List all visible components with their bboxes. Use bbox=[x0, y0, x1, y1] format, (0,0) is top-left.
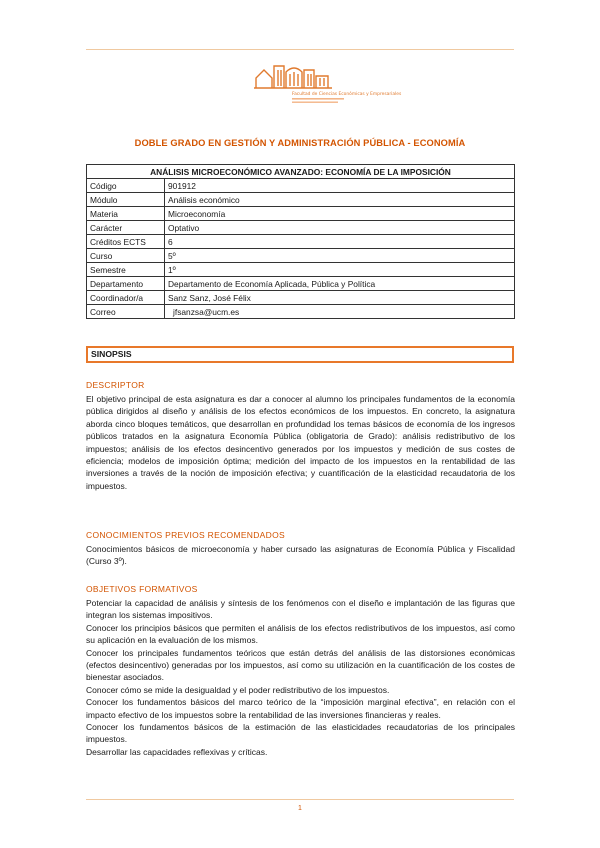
row-label: Módulo bbox=[87, 193, 165, 207]
footer-rule bbox=[86, 799, 514, 800]
email-value[interactable]: jfsanzsa@ucm.es bbox=[165, 305, 515, 319]
list-item: Potenciar la capacidad de análisis y síntesis de los fenómenos con el diseño e implantación de las figuras que integran los sistemas impositivos. bbox=[86, 598, 515, 621]
table-row bbox=[87, 277, 515, 291]
conocimientos-heading: CONOCIMIENTOS PREVIOS RECOMENDADOS bbox=[86, 530, 285, 540]
list-item: Conocer los fundamentos básicos de la estimación de las elasticidades recaudatorias de los principales impuestos. bbox=[86, 722, 515, 745]
document-title: DOBLE GRADO EN GESTIÓN Y ADMINISTRACIÓN PÚBLICA - ECONOMÍA bbox=[134, 138, 466, 148]
table-heading-row bbox=[87, 165, 515, 179]
objetivos-list bbox=[86, 597, 515, 758]
table-row bbox=[87, 249, 515, 263]
descriptor-heading: DESCRIPTOR bbox=[86, 380, 145, 390]
row-value: Departamento de Economía Aplicada, Pública y Política bbox=[165, 277, 515, 291]
faculty-logo bbox=[252, 58, 402, 106]
course-name: ANÁLISIS MICROECONÓMICO AVANZADO: ECONOMÍA DE LA IMPOSICIÓN bbox=[87, 165, 515, 179]
table-row bbox=[87, 235, 515, 249]
row-label: Coordinador/a bbox=[87, 291, 165, 305]
row-label: Créditos ECTS bbox=[87, 235, 165, 249]
table-row bbox=[87, 207, 515, 221]
row-label: Carácter bbox=[87, 221, 165, 235]
table-row bbox=[87, 263, 515, 277]
row-label: Código bbox=[87, 179, 165, 193]
list-item: Desarrollar las capacidades reflexivas y críticas. bbox=[86, 746, 268, 757]
table-row bbox=[87, 305, 515, 319]
row-value: 1º bbox=[165, 263, 515, 277]
row-label: Departamento bbox=[87, 277, 165, 291]
row-value: Sanz Sanz, José Félix bbox=[165, 291, 515, 305]
header-rule bbox=[86, 49, 514, 50]
sinopsis-header: SINOPSIS bbox=[86, 346, 514, 363]
row-label: Materia bbox=[87, 207, 165, 221]
list-item: Conocer cómo se mide la desigualdad y el poder redistributivo de los impuestos. bbox=[86, 684, 390, 695]
row-label: Semestre bbox=[87, 263, 165, 277]
list-item: Conocer los principales fundamentos teóricos que están detrás del análisis de las distorsiones económicas (efectos desincentivo) generadas por los impuestos, así como su utilización en la cuantificación de los costes de bienestar asociados. bbox=[86, 647, 515, 683]
row-value: Optativo bbox=[165, 221, 515, 235]
list-item: Conocer los fundamentos básicos del marco teórico de la “imposición marginal efectiva”, en relación con el impacto efectivo de los impuestos sobre la rentabilidad de las inversiones financieras y reales. bbox=[86, 697, 515, 720]
table-row bbox=[87, 291, 515, 305]
conocimientos-text: Conocimientos básicos de microeconomía y haber cursado las asignaturas de Economía Pública y Fiscalidad (Curso 3º). bbox=[86, 544, 515, 567]
logo-text: Facultad de Ciencias Económicas y Empresariales bbox=[292, 92, 402, 97]
table-row bbox=[87, 193, 515, 207]
row-value: 5º bbox=[165, 249, 515, 263]
table-row bbox=[87, 179, 515, 193]
descriptor-text: El objetivo principal de esta asignatura es dar a conocer al alumno los principales fundamentos de la economía pública dirigidos al diseño y análisis de los efectos económicos de los impuestos. En concreto, la asignatura aborda cinco bloques temáticos, que desarrollan en profundidad los temas básicos de economía de los ingresos públicos tratados en la asignatura Economía Pública (obligatoria de Grado): análisis redistributivo de los impuestos; análisis de los efectos desincentivo generados por los impuestos y medición de sus costes de eficiencia; modelos de imposición óptima; medición del impacto de los impuestos en la rentabilidad de las inversiones a través de la noción de imposición efectiva; y cuantificación de la elasticidad recaudatoria de los impuestos. bbox=[86, 394, 515, 491]
row-value: 6 bbox=[165, 235, 515, 249]
objetivos-heading: OBJETIVOS FORMATIVOS bbox=[86, 584, 198, 594]
row-label: Correo bbox=[87, 305, 165, 319]
page-number: 1 bbox=[298, 805, 302, 812]
row-label: Curso bbox=[87, 249, 165, 263]
row-value: Análisis económico bbox=[165, 193, 515, 207]
row-value: 901912 bbox=[165, 179, 515, 193]
list-item: Conocer los principios básicos que permiten el análisis de los efectos redistributivos de los impuestos, así como su aplicación en la evaluación de los mismos. bbox=[86, 622, 515, 646]
table-row bbox=[87, 221, 515, 235]
row-value: Microeconomía bbox=[165, 207, 515, 221]
course-info-table bbox=[86, 164, 515, 319]
